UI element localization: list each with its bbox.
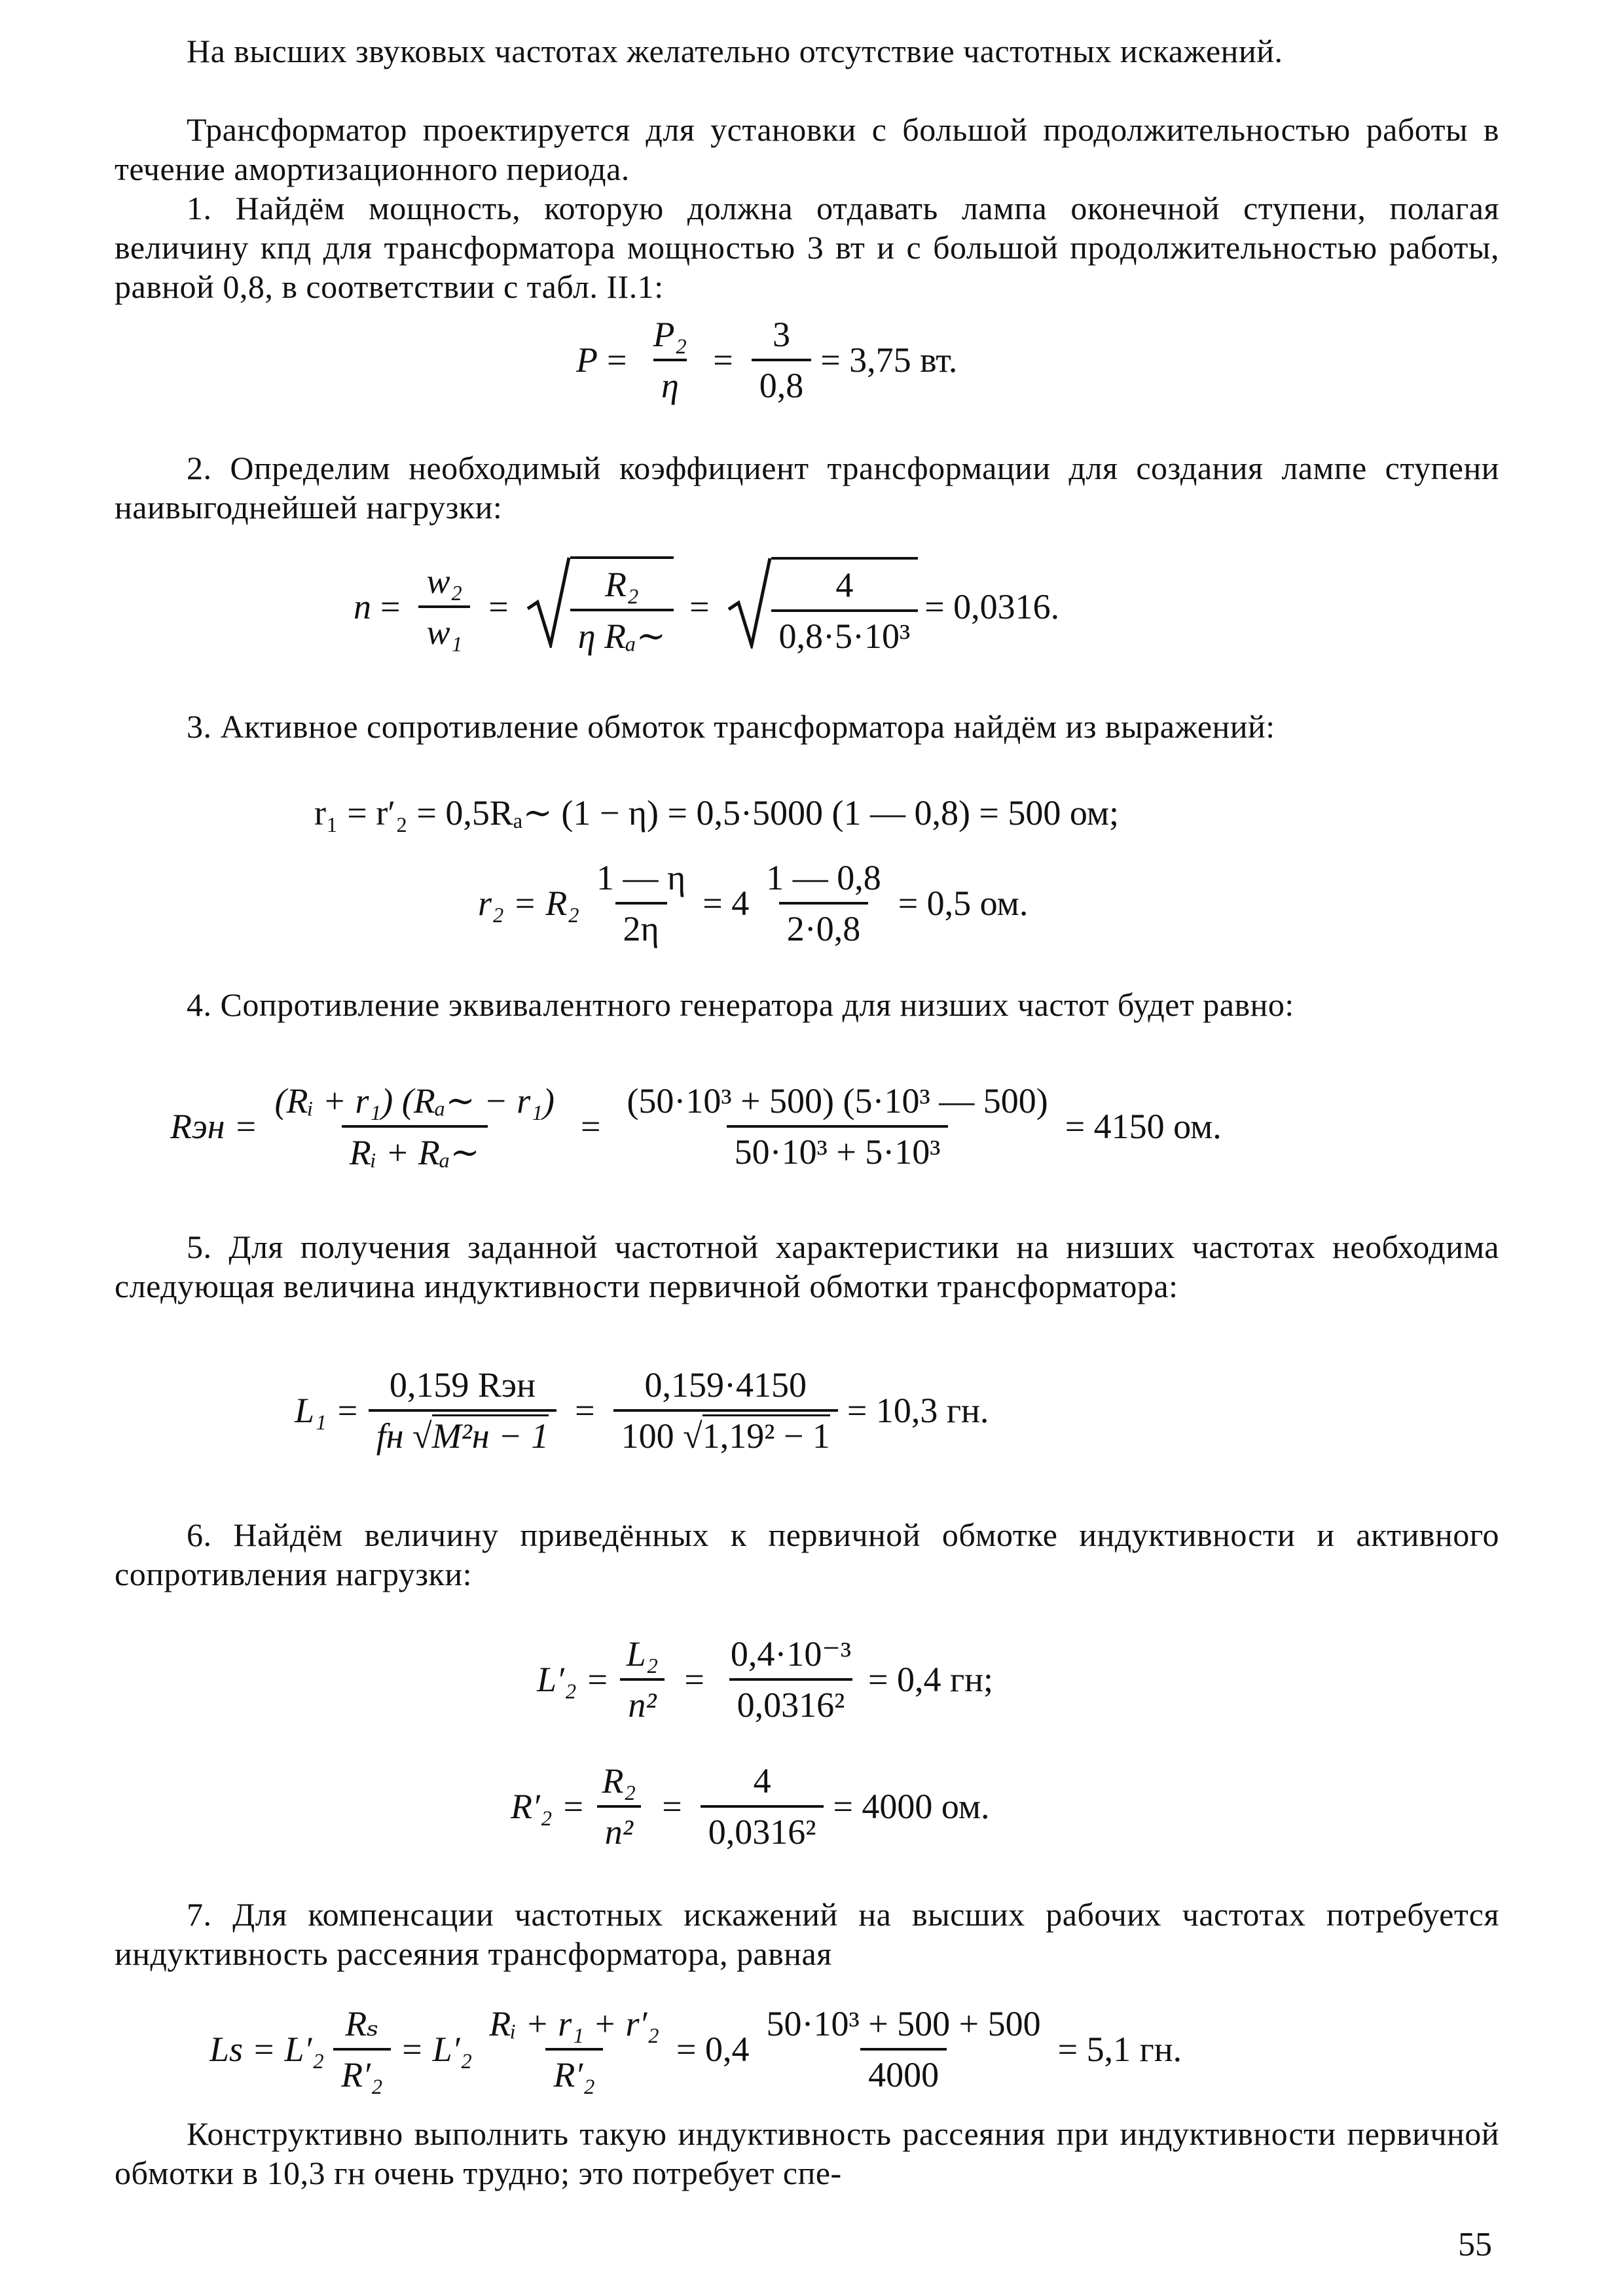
equation-leakage-inductance — [210, 2003, 1182, 2095]
eq7-lhs: L′₂ = — [537, 1659, 610, 1699]
eq9-mid1: = L′₂ — [399, 2029, 473, 2069]
eq2-result: = 0,0316. — [924, 586, 1060, 626]
eq7-frac2: $\frac{\text{0,4·10⁻³}}{\text{0,0316²}}$ — [723, 1633, 859, 1725]
equation-primary-inductance: L₁ = $\frac{\text{0,159 Rэн}}{\text{fн √M²н − 1}}$ = $\frac{0,159\cdot 4150}{\text{100 √1,19² − 1}}$ = 10,3 гн. — [295, 1365, 989, 1456]
eq9-result: = 5,1 гн. — [1057, 2029, 1182, 2069]
equation-winding-resistance-1 — [314, 792, 1119, 833]
paragraph-0: На высших звуковых частотах желательно отсутствие частотных искажений. — [187, 33, 1283, 69]
eq6-frac2: $\frac{0,159\cdot 4150}{\text{100 √1,19² − 1}}$ — [613, 1365, 838, 1456]
eq6-lhs: L₁ = — [295, 1391, 359, 1430]
eq8-lhs: R′₂ = — [511, 1787, 585, 1826]
eq2-frac1: $\frac{\text{w₂}}{\text{w₁}}$ — [418, 561, 470, 653]
eq5-frac1: $\frac{\text{(Rᵢ + r₁) (Rₐ∼ − r₁)}}{\text{Rᵢ + Rₐ∼}}$ — [274, 1081, 555, 1172]
equation-equivalent-generator: Rэн = $\frac{\text{(Rᵢ + r₁) (Rₐ∼ − r₁)}}{\text{Rᵢ + Rₐ∼}}$ = $\frac{\text{(50·10³ + 500) (5·10³ — 500)}}{\text{50·10³ + 5·10³}}$ = 4150 ом. — [170, 1081, 1222, 1172]
equation-power: P = $\frac{\text{P₂}}{\eta}$ = $\frac{3}{0,8}$ = 3,75 вт. — [576, 315, 958, 405]
paragraph-3: 2. Определим необходимый коэффициент трансформации для создания лампе ступени наивыгоднейшей нагрузки: — [115, 450, 1499, 526]
eq4-frac1: $\frac{1 — \eta}{2\eta}$ — [596, 858, 686, 948]
eq8-frac2: $\frac{4}{\text{0,0316²}}$ — [701, 1761, 824, 1852]
eq1-frac1: $\frac{\text{P₂}}{\eta}$ — [653, 315, 687, 405]
eq7-frac1: $\frac{\text{L₂}}{\text{n²}}$ — [619, 1634, 666, 1725]
equation-reflected-inductance: L′₂ = $\frac{\text{L₂}}{\text{n²}}$ = $\frac{\text{0,4·10⁻³}}{\text{0,0316²}}$ = 0,4 гн; — [537, 1634, 994, 1725]
eq2-sqrt2: $\frac{4}{\text{0,8·5·10³}}$ — [725, 557, 919, 656]
eq9-mid2: = 0,4 — [676, 2029, 750, 2069]
paragraph-5: 4. Сопротивление эквивалентного генератора для низших частот будет равно: — [187, 986, 1294, 1023]
eq6-frac1: $\frac{\text{0,159 Rэн}}{\text{fн √M²н − 1}}$ — [369, 1365, 556, 1456]
eq1-result: = 3,75 вт. — [820, 340, 958, 380]
equation-winding-resistance-2 — [478, 857, 1028, 949]
eq9-frac2: $\frac{\text{Rᵢ + r₁ + r′₂}}{\text{R′₂}}$ — [489, 2003, 660, 2094]
eq8-frac1: $\frac{\text{R₂}}{\text{n²}}$ — [594, 1761, 644, 1852]
eq3-text: r₁ = r′₂ = 0,5Rₐ∼ (1 − η) = 0,5·5000 (1 — 0,8) = 500 ом; — [314, 793, 1120, 833]
eq5-lhs: Rэн = — [170, 1107, 258, 1146]
paragraph-7: 6. Найдём величину приведённых к первичной обмотке индуктивности и активного сопротивления нагрузки: — [115, 1516, 1499, 1592]
eq9-frac3: $\frac{\text{50·10³ + 500 + 500}}{4000}$ — [766, 2003, 1041, 2094]
eq4-frac2: $\frac{1 — 0,8}{2\cdot 0,8}$ — [766, 858, 881, 948]
paragraph-8: 7. Для компенсации частотных искажений на высших рабочих частотах потребуется индуктивность рассеяния трансформатора, равная — [115, 1896, 1499, 1972]
eq2-lhs: n — [354, 586, 371, 626]
equation-transform-ratio: n = $\frac{\text{w₂}}{\text{w₁}}$ = $\frac{\text{R₂}}{\text{η Rₐ∼}}$ = $\frac{4}{\text{0,8·5·10³}}$ = 0,0316. — [354, 556, 1059, 656]
eq9-lhs: Ls = L′₂ — [210, 2029, 325, 2069]
eq5-result: = 4150 ом. — [1065, 1107, 1222, 1146]
paragraph-2: 1. Найдём мощность, которую должна отдавать лампа оконечной ступени, полагая величину кпд для трансформатора мощностью 3 вт и с большой продолжительностью работы, равной 0,8, в соответствии с табл. II.1: — [115, 190, 1499, 305]
eq2-sqrt1: $\frac{\text{R₂}}{\text{η Rₐ∼}}$ — [524, 556, 674, 656]
radical-sign-icon — [725, 557, 771, 649]
paragraph-6: 5. Для получения заданной частотной характеристики на низших частотах необходима следующая величина индуктивности первичной обмотки трансформатора: — [115, 1229, 1499, 1304]
paragraph-1: Трансформатор проектируется для установки с большой продолжительностью работы в течение амортизационного периода. — [115, 111, 1499, 187]
eq7-result: = 0,4 гн; — [868, 1659, 994, 1699]
eq5-frac2: $\frac{\text{(50·10³ + 500) (5·10³ — 500)}}{\text{50·10³ + 5·10³}}$ — [627, 1081, 1048, 1172]
eq6-result: = 10,3 гн. — [847, 1391, 989, 1430]
eq9-frac1: $\frac{\text{Rₛ}}{\text{R′₂}}$ — [333, 2003, 391, 2095]
paragraph-9: Конструктивно выполнить такую индуктивность рассеяния при индуктивности первичной обмотки в 10,3 гн очень трудно; это потребует спе- — [115, 2115, 1499, 2191]
equation-reflected-resistance: R′₂ = $\frac{\text{R₂}}{\text{n²}}$ = $\frac{4}{\text{0,0316²}}$ = 4000 ом. — [511, 1761, 990, 1852]
page-number: 55 — [1458, 2226, 1492, 2263]
paragraph-4: 3. Активное сопротивление обмоток трансформатора найдём из выражений: — [187, 708, 1275, 745]
eq1-lhs: P — [576, 340, 598, 380]
eq1-frac2: $\frac{3}{0,8}$ — [752, 314, 812, 406]
eq8-result: = 4000 ом. — [833, 1787, 990, 1826]
eq4-lhs: r₂ = R₂ — [478, 884, 579, 923]
eq4-mid: = 4 — [702, 884, 750, 923]
radical-sign-icon — [524, 556, 570, 648]
eq4-result: = 0,5 ом. — [898, 884, 1029, 923]
